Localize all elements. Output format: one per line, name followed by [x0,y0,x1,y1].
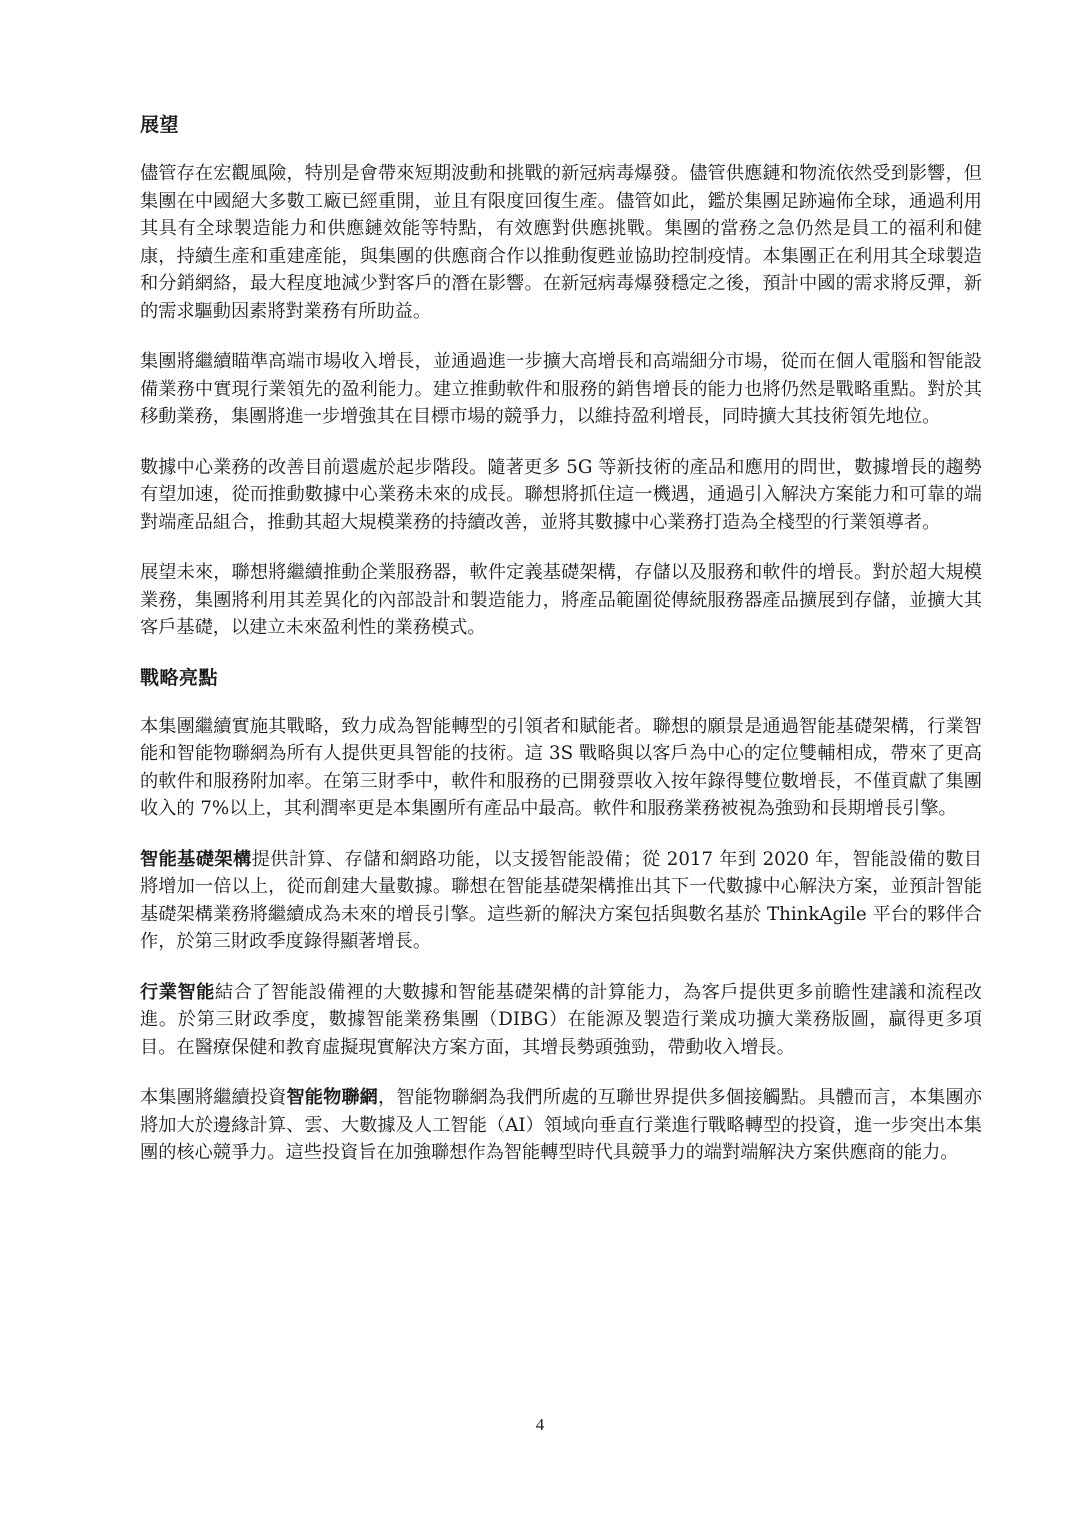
page-number: 4 [535,1415,545,1434]
infrastructure-term: 智能基礎架構 [140,848,252,870]
iot-paragraph [140,1084,982,1167]
industry-paragraph [140,979,982,1062]
outlook-paragraph-1: 儘管存在宏觀風險，特別是會帶來短期波動和挑戰的新冠病毒爆發。儘管供應鏈和物流依然受到影響，但集團在中國絕大多數工廠已經重開，並且有限度回復生產。儘管如此，鑑於集團足跡遍佈全球，通過利用其具有全球製造能力和供應鏈效能等特點，有效應對供應挑戰。集團的當務之急仍然是員工的福利和健康，持續生產和重建產能，與集團的供應商合作以推動復甦並協助控制疫情。本集團正在利用其全球製造和分銷網絡，最大程度地減少對客戶的潛在影響。在新冠病毒爆發穩定之後，預計中國的需求將反彈，新的需求驅動因素將對業務有所助益。 [140,163,982,322]
outlook-paragraph-2: 集團將繼續瞄準高端市場收入增長，並通過進一步擴大高增長和高端細分市場，從而在個人電腦和智能設備業務中實現行業領先的盈利能力。建立推動軟件和服務的銷售增長的能力也將仍然是戰略重點。對於其移動業務，集團將進一步增強其在目標市場的競爭力，以維持盈利增長，同時擴大其技術領先地位。 [140,351,982,427]
infrastructure-paragraph [140,846,982,956]
section-heading-strategy: 戰略亮點 [140,666,219,689]
iot-text-after: ，智能物聯網為我們所處的互聯世界提供多個接觸點。具體而言，本集團亦將加大於邊緣計算、雲、大數據及人工智能（AI）領域向垂直行業進行戰略轉型的投資，進一步突出本集團的核心競爭力。這些投資旨在加強聯想作為智能轉型時代具競爭力的端對端解決方案供應商的能力。 [140,1087,982,1163]
infrastructure-text: 提供計算、存儲和網路功能，以支援智能設備；從 2017 年到 2020 年，智能設備的數目將增加一倍以上，從而創建大量數據。聯想在智能基礎架構推出其下一代數據中心解決方案，並預計智能基礎架構業務將繼續成為未來的增長引擎。這些新的解決方案包括與數名基於 ThinkAgile 平台的夥伴合作，於第三財政季度錄得顯著增長。 [140,848,982,952]
industry-text: 結合了智能設備裡的大數據和智能基礎架構的計算能力，為客戶提供更多前瞻性建議和流程改進。於第三財政季度，數據智能業務集團（DIBG）在能源及製造行業成功擴大業務版圖，贏得更多項目。在醫療保健和教育虛擬現實解決方案方面，其增長勢頭強勁，帶動收入增長。 [140,981,982,1058]
outlook-paragraph-4: 展望未來，聯想將繼續推動企業服務器，軟件定義基礎架構，存儲以及服務和軟件的增長。對於超大規模業務，集團將利用其差異化的內部設計和製造能力，將產品範圍從傳統服務器產品擴展到存儲，並擴大其客戶基礎，以建立未來盈利性的業務模式。 [140,562,982,638]
outlook-paragraph-3: 數據中心業務的改善目前還處於起步階段。隨著更多 5G 等新技術的產品和應用的問世，數據增長的趨勢有望加速，從而推動數據中心業務未來的成長。聯想將抓住這一機遇，通過引入解決方案能力和可靠的端對端產品組合，推動其超大規模業務的持續改善，並將其數據中心業務打造為全棧型的行業領導者。 [140,456,982,533]
document-page [140,112,982,1190]
section-heading-outlook: 展望 [140,114,180,136]
iot-term: 智能物聯網 [286,1087,378,1108]
strategy-intro-paragraph: 本集團繼續實施其戰略，致力成為智能轉型的引領者和賦能者。聯想的願景是通過智能基礎架構，行業智能和智能物聯網為所有人提供更具智能的技術。這 3S 戰略與以客戶為中心的定位雙輔相成，帶來了更高的軟件和服務附加率。在第三財季中，軟件和服務的已開發票收入按年錄得雙位數增長，不僅貢獻了集團收入的 7%以上，其利潤率更是本集團所有產品中最高。軟件和服務業務被視為強勁和長期增長引擎。 [140,715,982,819]
iot-text-before: 本集團將繼續投資 [140,1087,287,1108]
industry-term: 行業智能 [140,981,215,1003]
